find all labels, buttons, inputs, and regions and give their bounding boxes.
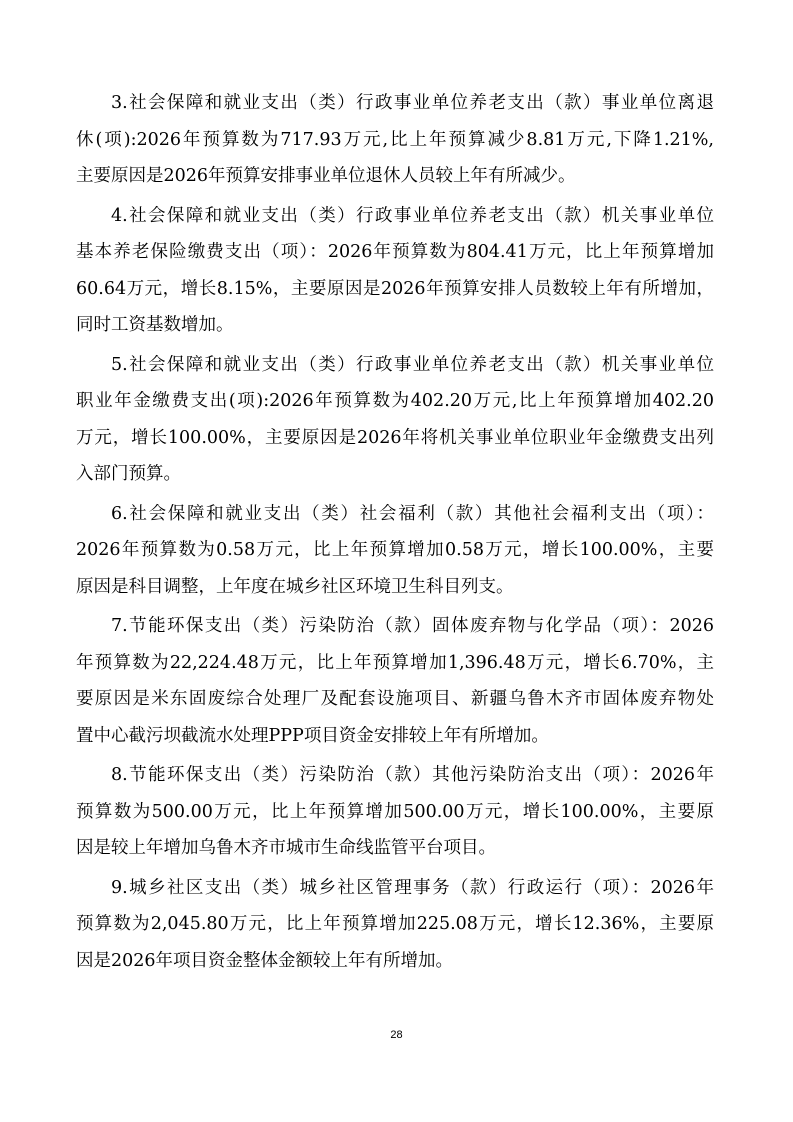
text-line: 9.城乡社区支出（类）城乡社区管理事务（款）行政运行（项）：2026年	[111, 877, 714, 898]
text-line: 60.64万元，增长8.15%，主要原因是2026年预算安排人员数较上年有所增加，	[76, 278, 714, 299]
text-line: 预算数为500.00万元，比上年预算增加500.00万元，增长100.00%，主要原	[76, 801, 714, 822]
paragraph-item-4	[76, 198, 714, 344]
text-line: 因是较上年增加乌鲁木齐市城市生命线监管平台项目。	[76, 838, 496, 858]
page-number: 28	[390, 1029, 403, 1041]
body-text	[76, 85, 714, 982]
text-line: 要原因是米东固废综合处理厂及配套设施项目、新疆乌鲁木齐市固体废弃物处	[76, 689, 714, 709]
paragraph-item-9	[76, 870, 714, 980]
text-line: 因是2026年项目资金整体金额较上年有所增加。	[76, 950, 454, 971]
paragraph-item-5	[76, 347, 714, 493]
text-line: 休(项):2026年预算数为717.93万元,比上年预算减少8.81万元,下降1.21%,	[76, 129, 714, 150]
text-line: 职业年金缴费支出(项):2026年预算数为402.20万元,比上年预算增加402.20	[76, 391, 714, 411]
paragraph-item-7	[76, 608, 714, 754]
text-line: 4.社会保障和就业支出（类）行政事业单位养老支出（款）机关事业单位	[111, 205, 714, 226]
text-line: 原因是科目调整，上年度在城乡社区环境卫生科目列支。	[76, 576, 514, 597]
text-line: 7.节能环保支出（类）污染防治（款）固体废弃物与化学品（项）：2026	[111, 616, 714, 636]
text-line: 主要原因是2026年预算安排事业单位退休人员较上年有所减少。	[76, 166, 576, 186]
text-line: 预算数为2,045.80万元，比上年预算增加225.08万元，增长12.36%，主要原	[76, 914, 714, 934]
text-line: 置中心截污坝截流水处理PPP项目资金安排较上年有所增加。	[76, 725, 549, 746]
paragraph-item-3	[76, 85, 714, 195]
text-line: 3.社会保障和就业支出（类）行政事业单位养老支出（款）事业单位离退	[111, 93, 714, 113]
text-line: 同时工资基数增加。	[76, 315, 234, 335]
text-line: 5.社会保障和就业支出（类）行政事业单位养老支出（款）机关事业单位	[111, 354, 714, 375]
text-line: 入部门预算。	[76, 464, 181, 484]
text-line: 8.节能环保支出（类）污染防治（款）其他污染防治支出（项）：2026年	[111, 765, 714, 785]
paragraph-item-6	[76, 496, 714, 606]
paragraph-item-8	[76, 757, 714, 867]
text-line: 年预算数为22,224.48万元，比上年预算增加1,396.48万元，增长6.70%，主	[76, 652, 714, 673]
text-line: 2026年预算数为0.58万元，比上年预算增加0.58万元，增长100.00%，主要	[76, 540, 714, 560]
text-line: 万元，增长100.00%，主要原因是2026年将机关事业单位职业年金缴费支出列	[76, 427, 714, 448]
text-line: 基本养老保险缴费支出（项）：2026年预算数为804.41万元，比上年预算增加	[76, 242, 714, 262]
text-line: 6.社会保障和就业支出（类）社会福利（款）其他社会福利支出（项）：	[111, 503, 714, 524]
